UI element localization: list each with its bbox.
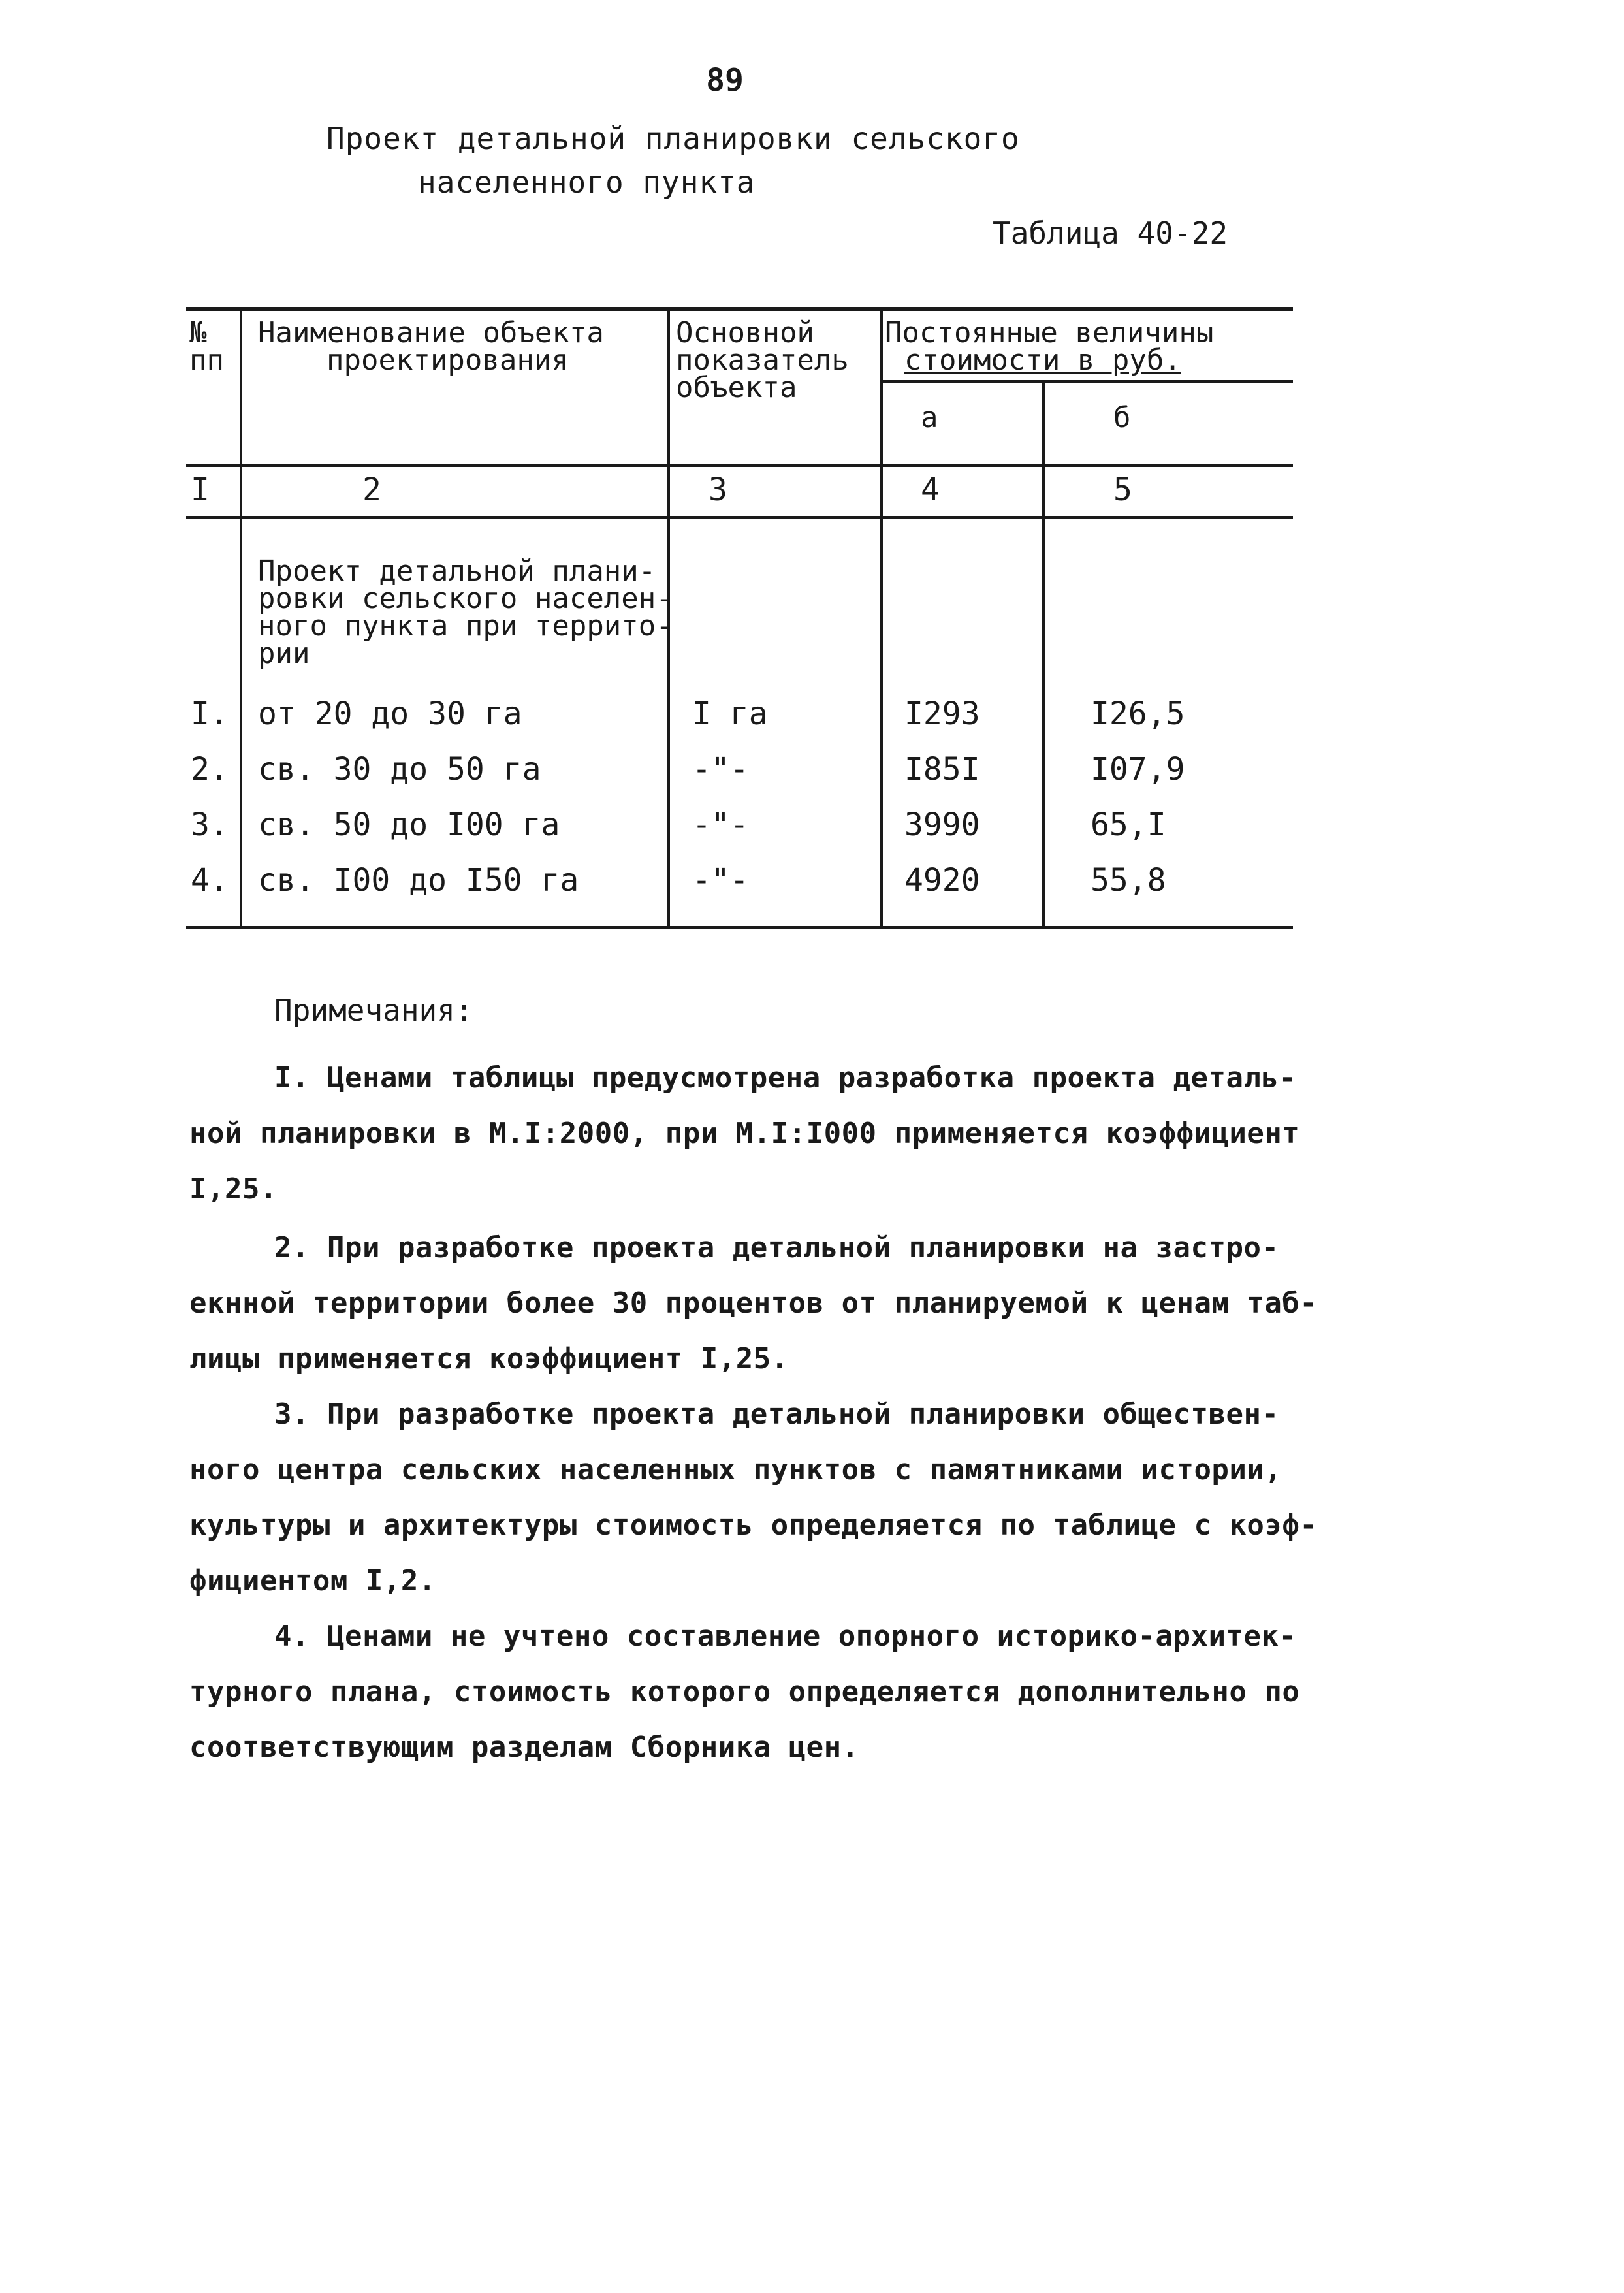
- column-number-3: 3: [709, 472, 727, 508]
- column-number-4: 4: [921, 472, 940, 508]
- header-name-line-1: Наименование объекта: [258, 316, 604, 349]
- note-3-line-4: фициентом I,2.: [189, 1564, 436, 1597]
- page-number: 89: [706, 62, 744, 99]
- table-column-divider-3: [880, 307, 883, 929]
- header-col-b: б: [1113, 401, 1131, 434]
- row-1-name: от 20 до 30 га: [258, 696, 522, 732]
- row-2-indicator: -"-: [692, 751, 749, 788]
- column-number-2: 2: [362, 472, 381, 508]
- notes-heading: Примечания:: [274, 993, 473, 1028]
- row-3-name: св. 50 до I00 га: [258, 807, 560, 843]
- note-1-line-1: I. Ценами таблицы предусмотрена разработка проекта деталь-: [274, 1061, 1297, 1095]
- header-indicator-line-3: объекта: [676, 371, 797, 404]
- note-4-line-3: соответствующим разделам Сборника цен.: [189, 1731, 859, 1764]
- row-4-indicator: -"-: [692, 862, 749, 899]
- note-1-line-3: I,25.: [189, 1172, 278, 1206]
- header-indicator-line-2: показатель: [676, 344, 849, 377]
- row-4-num: 4.: [191, 862, 229, 899]
- note-2-line-3: лицы применяется коэффициент I,25.: [189, 1342, 789, 1375]
- header-num-line-2: пп: [189, 344, 224, 377]
- note-1-line-2: ной планировки в М.I:2000, при М.I:I000 применяется коэффициент: [189, 1117, 1300, 1150]
- row-1-indicator: I га: [692, 696, 768, 732]
- row-4-value-a: 4920: [904, 862, 980, 899]
- header-name-line-2: проектирования: [326, 344, 569, 377]
- column-number-5: 5: [1113, 472, 1132, 508]
- table-subheader-line: [882, 380, 1293, 383]
- note-4-line-2: турного плана, стоимость которого определяется дополнительно по: [189, 1675, 1300, 1708]
- row-2-value-a: I85I: [904, 751, 980, 788]
- header-indicator-line-1: Основной: [676, 316, 814, 349]
- row-1-value-b: I26,5: [1091, 696, 1185, 732]
- table-top-border: [186, 307, 1293, 311]
- row-2-num: 2.: [191, 751, 229, 788]
- group-label-line-3: ного пункта при террито-: [258, 609, 673, 643]
- row-3-num: 3.: [191, 807, 229, 843]
- header-costs-line-2: стоимости в руб.: [904, 344, 1181, 377]
- table-label: Таблица 40-22: [993, 216, 1228, 251]
- table-column-divider-4: [1042, 380, 1045, 929]
- note-4-line-1: 4. Ценами не учтено составление опорного историко-архитек-: [274, 1620, 1297, 1653]
- group-label-line-4: рии: [258, 637, 310, 670]
- table-colnum-bottom-border: [186, 516, 1293, 519]
- row-4-name: св. I00 до I50 га: [258, 862, 579, 899]
- note-3-line-1: 3. При разработке проекта детальной планировки обществен-: [274, 1398, 1279, 1431]
- row-3-value-b: 65,I: [1091, 807, 1166, 843]
- header-num-line-1: №: [189, 316, 207, 349]
- row-3-indicator: -"-: [692, 807, 749, 843]
- row-2-name: св. 30 до 50 га: [258, 751, 541, 788]
- row-1-num: I.: [191, 696, 229, 732]
- note-2-line-2: екнной территории более 30 процентов от планируемой к ценам таб-: [189, 1287, 1318, 1320]
- document-title-line-1: Проект детальной планировки сельского: [326, 121, 1020, 156]
- row-3-value-a: 3990: [904, 807, 980, 843]
- header-col-a: а: [921, 401, 938, 434]
- note-3-line-2: ного центра сельских населенных пунктов с памятниками истории,: [189, 1453, 1282, 1486]
- group-label-line-1: Проект детальной плани-: [258, 554, 656, 588]
- row-1-value-a: I293: [904, 696, 980, 732]
- header-costs-line-1: Постоянные величины: [885, 316, 1214, 349]
- document-title-line-2: населенного пункта: [418, 165, 756, 200]
- row-4-value-b: 55,8: [1091, 862, 1166, 899]
- table-header-bottom-border: [186, 464, 1293, 467]
- column-number-1: I: [191, 472, 210, 508]
- note-3-line-3: культуры и архитектуры стоимость определяется по таблице с коэф-: [189, 1509, 1318, 1542]
- note-2-line-1: 2. При разработке проекта детальной планировки на застро-: [274, 1231, 1279, 1264]
- row-2-value-b: I07,9: [1091, 751, 1185, 788]
- table-column-divider-1: [240, 307, 242, 929]
- group-label-line-2: ровки сельского населен-: [258, 582, 673, 615]
- table-bottom-border: [186, 926, 1293, 929]
